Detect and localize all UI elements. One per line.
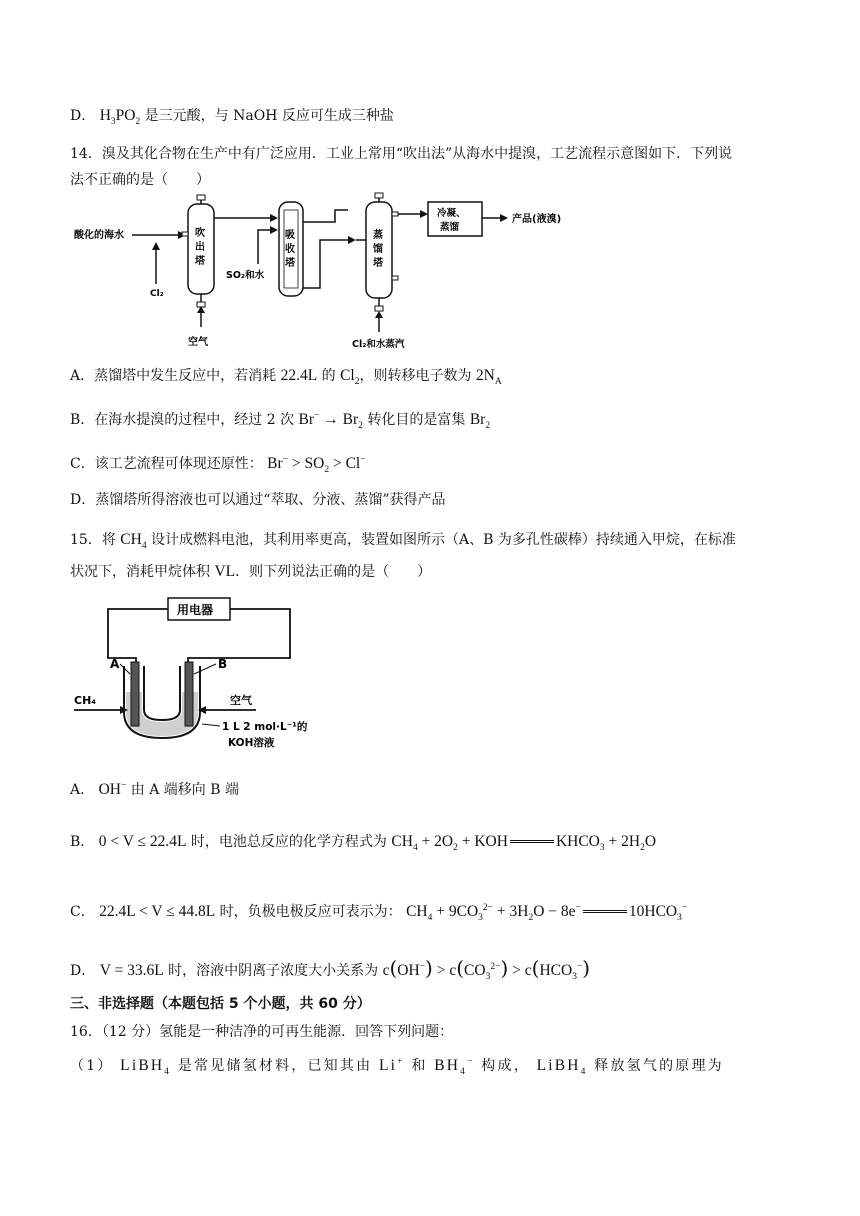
q15-option-d: D． V = 33.6L 时，溶液中阴离子浓度大小关系为 $c(OH^-) > c(CO_3^{2-}) > c(HCO_3^-)$ <box>70 956 591 983</box>
svg-text:收: 收 <box>285 244 295 255</box>
label-solution-1: 1 L 2 mol·L⁻¹的 <box>222 721 308 733</box>
label-so2-water: SO₂和水 <box>226 270 265 281</box>
q15-option-a: A． OH− 由 A 端移向 B 端 <box>70 780 239 798</box>
q16-stem: 16．（12 分）氢能是一种洁净的可再生能源．回答下列问题： <box>70 1024 454 1040</box>
q14-option-b: B．在海水提溴的过程中，经过 2 次 $Br^- \to Br_2$ 转化目的是富集 $Br_2$ <box>70 410 491 432</box>
q15-option-c: C． 22.4L < V ≤ 44.8L 时，负极电极反应可表示为： $CH_4 + 9CO_3^{2-} + 3H_2O - 8e^-$ $10HCO_3^-$ <box>70 902 688 924</box>
label-a: A <box>110 657 120 671</box>
label-acidified-seawater: 酸化的海水 <box>74 230 124 241</box>
svg-text:塔: 塔 <box>285 258 295 269</box>
tower1-label-2: 出 <box>195 242 205 253</box>
label-cl2: Cl₂ <box>150 289 164 299</box>
q14-option-a: A．蒸馏塔中发生反应中，若消耗 22.4L 的 $Cl_2$，则转移电子数为 $2N_A$ <box>70 367 502 388</box>
label-product: 产品(液溴) <box>512 214 562 225</box>
fuel-cell-diagram <box>70 592 310 762</box>
svg-text:塔: 塔 <box>373 258 383 269</box>
q14-stem-line1: 14．溴及其化合物在生产中有广泛应用．工业上常用“吹出法”从海水中提溴，工艺流程示意图如下．下列说 <box>70 146 733 162</box>
label-solution-2: KOH溶液 <box>228 737 275 749</box>
label-air: 空气 <box>188 337 208 348</box>
electrode-a <box>131 662 139 726</box>
label-air-cell: 空气 <box>230 694 252 707</box>
box-label-2: 蒸馏 <box>440 222 460 233</box>
bromine-process-diagram <box>70 192 590 352</box>
label-cl2-steam: Cl₂和水蒸汽 <box>352 339 405 350</box>
q13-option-d-text: D． <box>70 108 96 124</box>
tower1-label-3: 塔 <box>195 256 205 267</box>
label-ch4: CH₄ <box>74 694 97 707</box>
q14-stem-line2: 法不正确的是（ ） <box>70 172 210 188</box>
section-3-heading: 三、非选择题（本题包括 5 个小题，共 60 分） <box>70 996 371 1012</box>
box-label-1: 冷凝、 <box>437 208 466 219</box>
electrode-b <box>185 662 193 726</box>
svg-text:吸: 吸 <box>285 230 295 241</box>
q15-stem-line2: 状况下，消耗甲烷体积 VL．则下列说法正确的是（ ） <box>70 563 432 580</box>
label-b: B <box>218 657 228 671</box>
label-device: 用电器 <box>177 603 214 617</box>
q15-option-b: B． 0 < V ≤ 22.4L 时，电池总反应的化学方程式为 $CH_4 + 2O_2$ + KOH $KHCO_3 + 2H_2O$ <box>70 833 657 854</box>
svg-text:馏: 馏 <box>373 244 383 255</box>
q15-stem-line1: 15．将 $CH_4$ 设计成燃料电池，其利用率更高，装置如图所示（A、B 为多孔性碳棒）持续通入甲烷，在标准 <box>70 531 736 552</box>
q14-option-d: D．蒸馏塔所得溶液也可以通过“萃取、分液、蒸馏”获得产品 <box>70 492 446 508</box>
q14-option-c: C．该工艺流程可体现还原性： $Br^- > SO_2 > Cl^-$ <box>70 454 366 476</box>
q16-part1: （1） LiBH$_4$ 是常见储氢材料，已知其由 Li+ 和 $BH_4^-$ 构成， LiBH$_4$ 释放氢气的原理为 <box>70 1056 724 1078</box>
svg-text:蒸: 蒸 <box>373 230 383 241</box>
q13-option-d: D． $H_3PO_2$ 是三元酸，与 NaOH 反应可生成三种盐 <box>70 107 394 128</box>
tower1-label-1: 吹 <box>195 228 205 239</box>
